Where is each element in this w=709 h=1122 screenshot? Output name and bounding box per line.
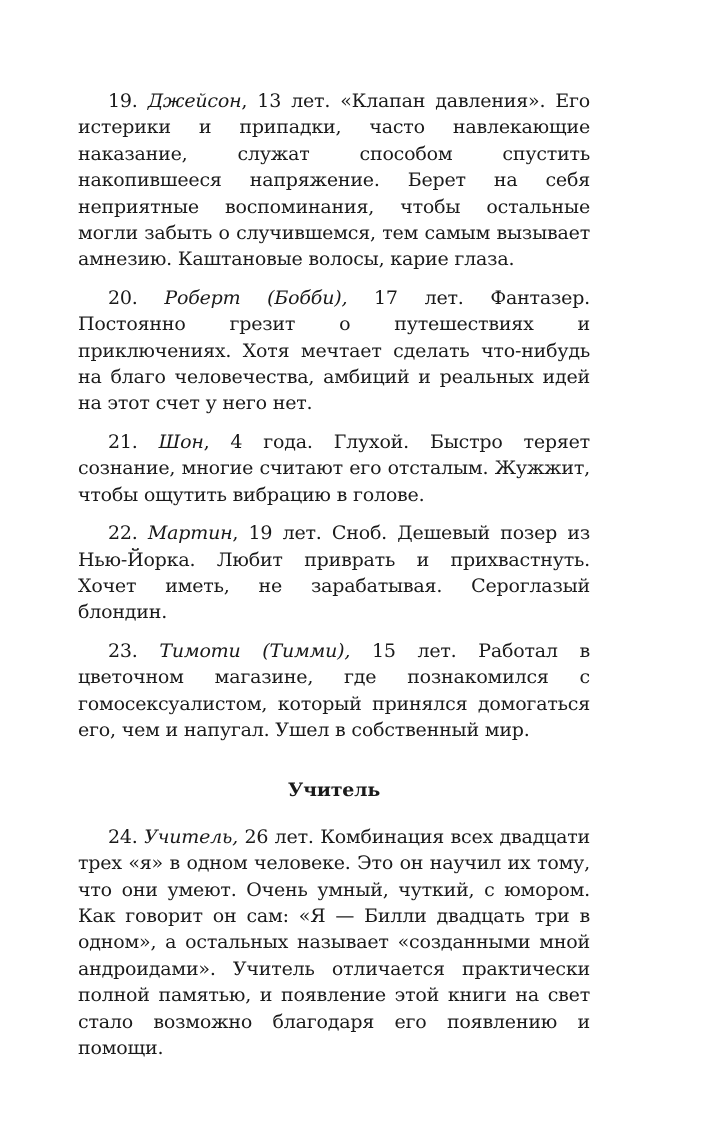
entry-text: , 13 лет. «Клапан давления». Его истерики и припадки, часто навлекающие наказание, служат способом спустить накопившееся напряжение. Берет на себя неприятные воспоминания, чтобы остальные могли забыть о случившемся, тем самым вызывает амнезию. Каштановые волосы, карие глаза. [78, 90, 591, 271]
entry-19 [78, 88, 590, 273]
entry-number: 21. [108, 430, 138, 453]
entry-22 [78, 520, 590, 626]
entry-text: , 19 лет. Сноб. Дешевый позер из Нью-Йорка. Любит приврать и прихвастнуть. Хочет иметь, не зарабатывая. Сероглазый блондин. [78, 522, 590, 624]
entry-text: 15 лет. Работал в цветочном магазине, где познакомился с гомосексуалистом, который принялся домогаться его, чем и напугал. Ушел в собственный мир. [78, 639, 591, 741]
page-text [78, 88, 590, 1073]
entry-number: 19. [108, 90, 138, 112]
entry-21 [78, 429, 590, 508]
entry-number: 24. [108, 825, 138, 848]
entry-text: 17 лет. Фантазер. Постоянно грезит о путешествиях и приключениях. Хотя мечтает сделать что-нибудь на благо человечества, амбиций и реальных идей на этот счет у него нет. [78, 286, 591, 415]
section-heading: Учитель [287, 779, 381, 802]
entry-name: Роберт (Бобби), [164, 286, 348, 309]
entry-24 [78, 824, 590, 1062]
entry-name: Учитель, [144, 825, 239, 848]
entry-number: 23. [108, 639, 138, 662]
entry-name: Мартин [147, 522, 233, 545]
entry-name: Шон [158, 430, 204, 453]
entry-number: 20. [108, 286, 138, 309]
entry-text: , 4 года. Глухой. Быстро теряет сознание, многие считают его отсталым. Жужжит, чтобы ощутить вибрацию в голове. [78, 430, 590, 506]
entry-number: 22. [108, 522, 138, 545]
entry-text: 26 лет. Комбинация всех двадцати трех «я» в одном человеке. Это он научил их тому, что они умеют. Очень умный, чуткий, с юмором. Как говорит он сам: «Я — Билли двадцать три в одном», а остальных называет «созданными мной андроидами». Учитель отличается практически полной памятью, и появление этой книги на свет стало возможно благодаря его появлению и помощи. [78, 825, 591, 1059]
entry-name: Тимоти (Тимми), [159, 639, 351, 662]
entry-20 [78, 285, 590, 417]
entry-name: Джейсон [147, 90, 242, 112]
entry-23 [78, 638, 590, 744]
